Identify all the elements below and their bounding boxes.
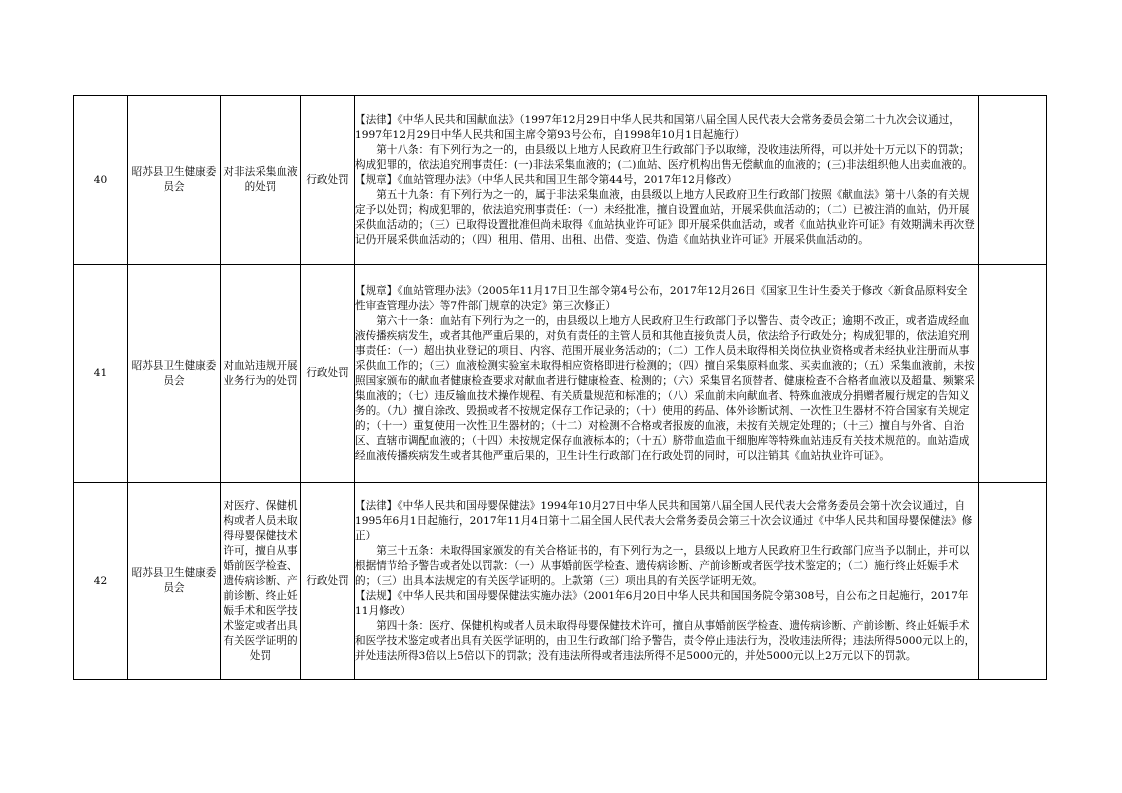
- basis-paragraph: 【法律】《中华人民共和国献血法》（1997年12月29日中华人民共和国第八届全国人民代表大会常务委员会第二十九次会议通过，1997年12月29日中华人民共和国主席令第93号公布，自1998年10月1日起施行）: [355, 113, 960, 141]
- department-cell: 昭苏县卫生健康委员会: [128, 483, 221, 680]
- item-name-cell: 对非法采集血液的处罚: [221, 96, 301, 265]
- row-number: 42: [74, 483, 128, 680]
- legal-basis-cell: [355, 483, 979, 680]
- department-cell: 昭苏县卫生健康委员会: [128, 265, 221, 483]
- department-cell: 昭苏县卫生健康委员会: [128, 96, 221, 265]
- row-number: 40: [74, 96, 128, 265]
- basis-paragraph: 【法规】《中华人民共和国母婴保健法实施办法》（2001年6月20日中华人民共和国国务院令第308号，自公布之日起施行，2017年11月修改）: [355, 589, 969, 617]
- table-row: [74, 265, 1047, 483]
- basis-paragraph: 第四十条：医疗、保健机构或者人员未取得母婴保健技术许可，擅自从事婚前医学检查、遗传病诊断、产前诊断、终止妊娠手术和医学技术鉴定或者出具有关医学证明的，由卫生行政部门给予警告，责令停止违法行为，没收违法所得；违法所得5000元以上的，并处违法所得3倍以上5倍以下的罚款；没有违法所得或者违法所得不足5000元的，并处5000元以上2万元以下的罚款。: [355, 619, 976, 662]
- regulation-table: [73, 95, 1047, 680]
- basis-paragraph: 第六十一条：血站有下列行为之一的，由县级以上地方人民政府卫生行政部门予以警告、责令改正；逾期不改正，或者造成经血液传播疾病发生，或者其他严重后果的，对负有责任的主管人员和其他直接负责人员，依法给予行政处分；构成犯罪的，依法追究刑事责任：（一）超出执业登记的项目、内容、范围开展业务活动的；（二）工作人员未取得相关岗位执业资格或者未经执业注册而从事采供血工作的；（三）血液检测实验室未取得相应资格即进行检测的；（四）擅自采集原料血浆、买卖血液的；（五）采集血液前，未按照国家颁布的献血者健康检查要求对献血者进行健康检查、检测的；（六）采集冒名顶替者、健康检查不合格者血液以及超量、频繁采集血液的；（七）违反输血技术操作规程、有关质量规范和标准的；（八）采血前未向献血者、特殊血液成分捐赠者履行规定的告知义务的。（九）擅自涂改、毁损或者不按规定保存工作记录的；（十）使用的药品、体外诊断试剂、一次性卫生器材不符合国家有关规定的；（十一）重复使用一次性卫生器材的；（十二）对检测不合格或者报废的血液，未按有关规定处理的；（十三）擅自与外省、自治区、直辖市调配血液的；（十四）未按规定保存血液标本的；（十五）脐带血造血干细胞库等特殊血站违反有关技术规范的。血站造成经血液传播疾病发生或者其他严重后果的，卫生计生行政部门在行政处罚的同时，可以注销其《血站执业许可证》。: [355, 314, 975, 462]
- item-name-cell: 对血站违规开展业务行为的处罚: [221, 265, 301, 483]
- table-row: [74, 483, 1047, 680]
- basis-paragraph: 【规章】《血站管理办法》（2005年11月17日卫生部令第4号公布，2017年12月26日《国家卫生计生委关于修改〈新食品原料安全性审查管理办法〉等7件部门规章的决定》第三次修正）: [355, 284, 968, 312]
- row-number: 41: [74, 265, 128, 483]
- basis-paragraph: 【法律】《中华人民共和国母婴保健法》1994年10月27日中华人民共和国第八届全国人民代表大会常务委员会第十次会议通过，自1995年6月1日起施行，2017年11月4日第十二届全国人民代表大会常务委员会第三十次会议通过《中华人民共和国母婴保健法》修正）: [355, 499, 973, 542]
- category-cell: 行政处罚: [301, 483, 355, 680]
- basis-paragraph: 第五十九条：有下列行为之一的，属于非法采集血液，由县级以上地方人民政府卫生行政部门按照《献血法》第十八条的有关规定予以处罚；构成犯罪的，依法追究刑事责任：（一）未经批准，擅自设置血站，开展采供血活动的；（二）已被注消的血站，仍开展采供血活动的；（三）已取得设置批准但尚未取得《血站执业许可证》即开展采供血活动，或者《血站执业许可证》有效期满未再次登记仍开展采供血活动的；（四）租用、借用、出租、出借、变造、伪造《血站执业许可证》开展采供血活动的。: [355, 188, 975, 246]
- basis-paragraph: 第十八条：有下列行为之一的，由县级以上地方人民政府卫生行政部门予以取缔，没收违法所得，可以并处十万元以下的罚款；构成犯罪的，依法追究刑事责任：(一)非法采集血液的；(二)血站、医疗机构出售无偿献血的血液的；(三)非法组织他人出卖血液的。: [355, 143, 974, 171]
- legal-basis-cell: [355, 265, 979, 483]
- remarks-cell: [979, 96, 1047, 265]
- category-cell: 行政处罚: [301, 265, 355, 483]
- legal-basis-cell: [355, 96, 979, 265]
- remarks-cell: [979, 483, 1047, 680]
- basis-paragraph: 【规章】《血站管理办法》（中华人民共和国卫生部令第44号，2017年12月修改）: [355, 173, 738, 186]
- item-name-cell: 对医疗、保健机构或者人员未取得母婴保健技术许可，擅自从事婚前医学检查、遗传病诊断、产前诊断、终止妊娠手术和医学技术鉴定或者出具有关医学证明的处罚: [221, 483, 301, 680]
- remarks-cell: [979, 265, 1047, 483]
- basis-paragraph: 第三十五条：未取得国家颁发的有关合格证书的，有下列行为之一，县级以上地方人民政府卫生行政部门应当予以制止，并可以根据情节给予警告或者处以罚款：（一）从事婚前医学检查、遗传病诊断、产前诊断或者医学技术鉴定的；（二）施行终止妊娠手术的；（三）出具本法规定的有关医学证明的。上款第（三）项出具的有关医学证明无效。: [355, 544, 970, 587]
- table-row: [74, 96, 1047, 265]
- category-cell: 行政处罚: [301, 96, 355, 265]
